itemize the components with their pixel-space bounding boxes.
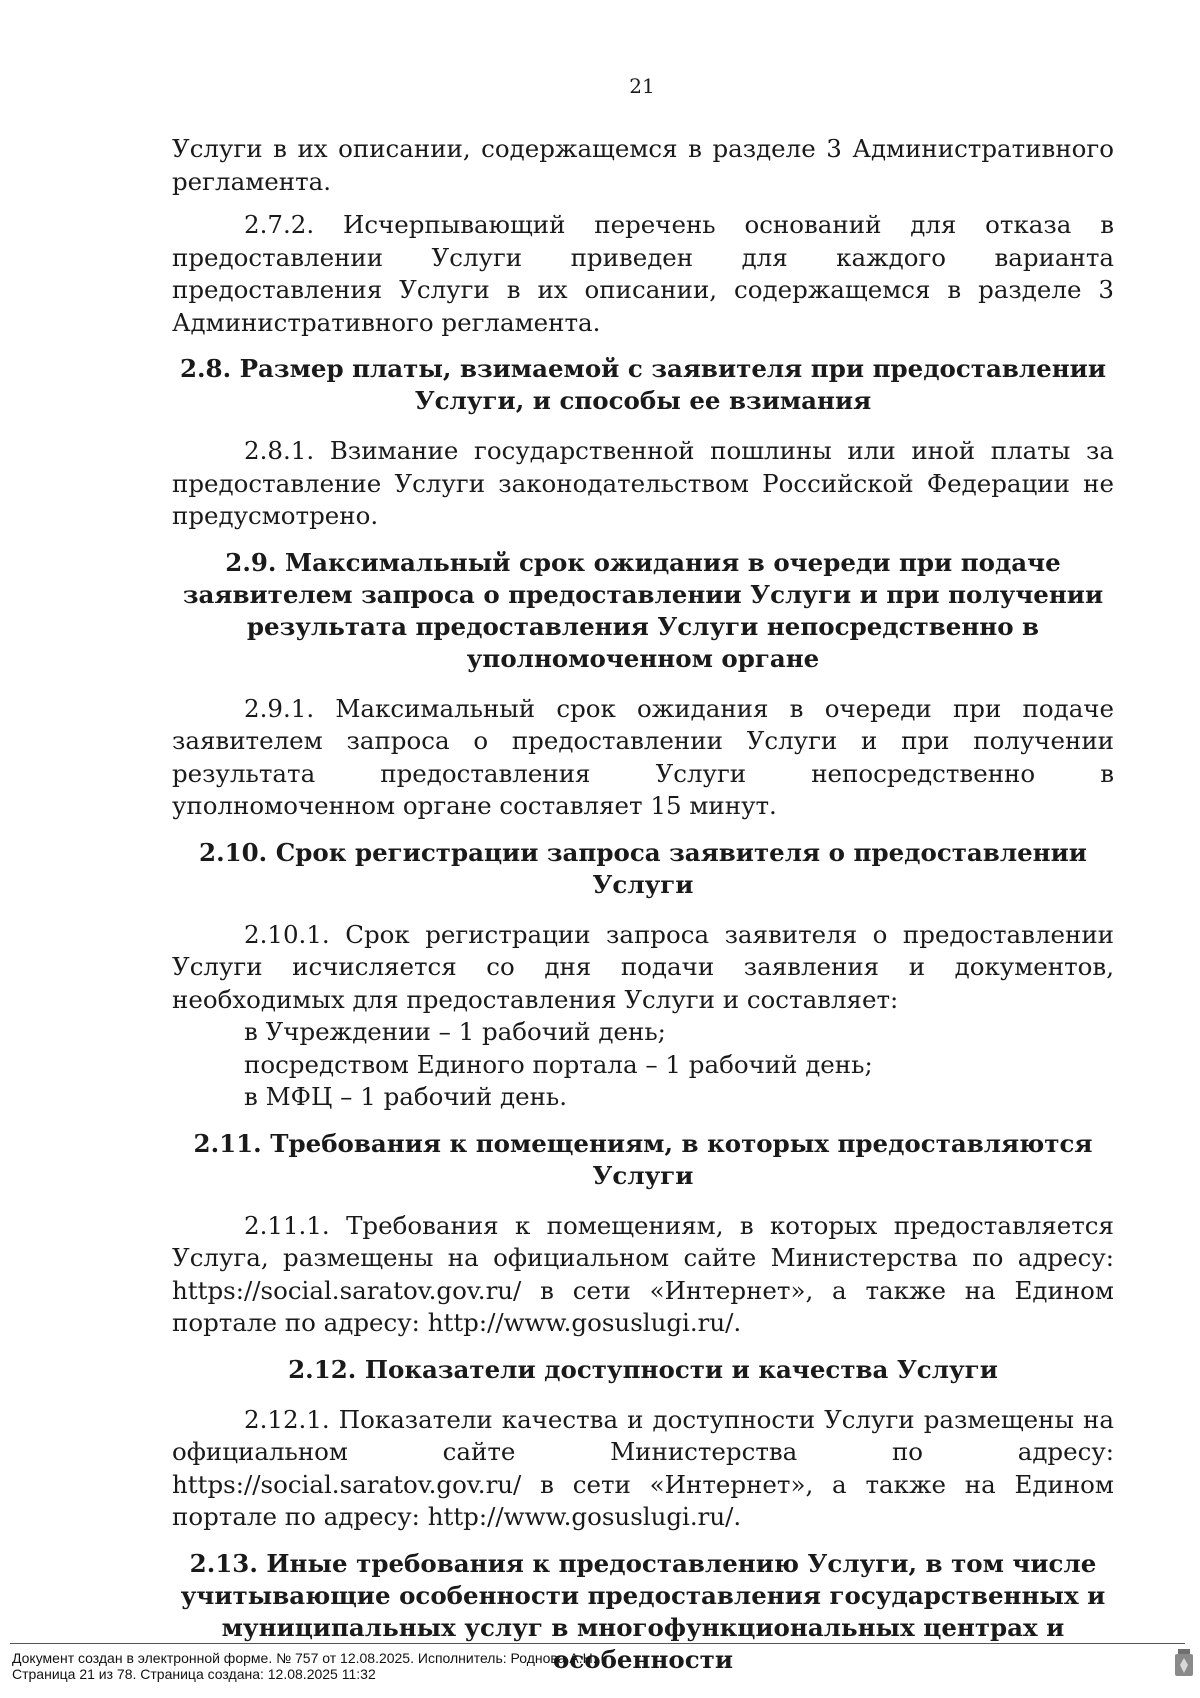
heading-2-12: 2.12. Показатели доступности и качества Услуги [288, 1354, 998, 1384]
paragraph-2-11-1: 2.11.1. Требования к помещениям, в которых предоставляется Услуга, размещены на официальном сайте Министерства по адресу: https://social.saratov.gov.ru/ в сети «Интернет», а также на Едином портале по адресу: http://www.gosuslugi.ru/. [172, 1210, 1114, 1337]
coat-of-arms-icon [1173, 1648, 1195, 1682]
document-body [172, 133, 1114, 1694]
footer-document-info: Документ создан в электронной форме. № 757 от 12.08.2025. Исполнитель: Роднова А.Н. [12, 1650, 597, 1666]
heading-2-8: 2.8. Размер платы, взимаемой с заявителя при предоставлении Услуги, и способы ее взимания [179, 354, 1107, 415]
heading-2-11: 2.11. Требования к помещениям, в которых предоставляются Услуги [193, 1128, 1093, 1190]
paragraph-2-12-1: 2.12.1. Показатели качества и доступности Услуги размещены на официальном сайте Министерства по адресу: https://social.saratov.gov.ru/ в сети «Интернет», а также на Едином портале по адресу: http://www.gosuslugi.ru/. [172, 1404, 1114, 1531]
heading-2-13: 2.13. Иные требования к предоставлению Услуги, в том числе учитывающие особенности предоставления государственных и муниципальных услуг в многофункциональных центрах и особенности [180, 1548, 1106, 1674]
paragraph-2-7-2: 2.7.2. Исчерпывающий перечень оснований для отказа в предоставлении Услуги приведен для каждого варианта предоставления Услуги в их описании, содержащемся в разделе 3 Административного регламента. [172, 210, 1114, 337]
continued-paragraph: Услуги в их описании, содержащемся в разделе 3 Административного регламента. [172, 134, 1114, 196]
heading-2-10: 2.10. Срок регистрации запроса заявителя о предоставлении Услуги [199, 837, 1087, 899]
paragraph-2-10-1: 2.10.1. Срок регистрации запроса заявителя о предоставлении Услуги исчисляется со дня подачи заявления и документов, необходимых для предоставления Услуги и составляет: [172, 919, 1114, 1014]
heading-2-9: 2.9. Максимальный срок ожидания в очереди при подаче заявителем запроса о предоставлении Услуги и при получении результата предоставления Услуги непосредственно в уполномоченном органе [182, 547, 1104, 673]
page-number: 21 [629, 74, 655, 98]
footer [12, 1650, 597, 1682]
paragraph-2-8-1: 2.8.1. Взимание государственной пошлины или иной платы за предоставление Услуги законодательством Российской Федерации не предусмотрено. [172, 436, 1114, 530]
list-line-institution: в Учреждении – 1 рабочий день; [244, 1017, 666, 1046]
list-line-mfc: в МФЦ – 1 рабочий день. [244, 1082, 568, 1111]
footer-page-info: Страница 21 из 78. Страница создана: 12.08.2025 11:32 [12, 1666, 376, 1682]
paragraph-2-9-1: 2.9.1. Максимальный срок ожидания в очереди при подаче заявителем запроса о предоставлении Услуги и при получении результата предоставления Услуги непосредственно в уполномоченном органе составляет 15 минут. [172, 693, 1114, 820]
list-line-portal: посредством Единого портала – 1 рабочий день; [244, 1049, 873, 1079]
footer-divider [10, 1643, 1185, 1644]
